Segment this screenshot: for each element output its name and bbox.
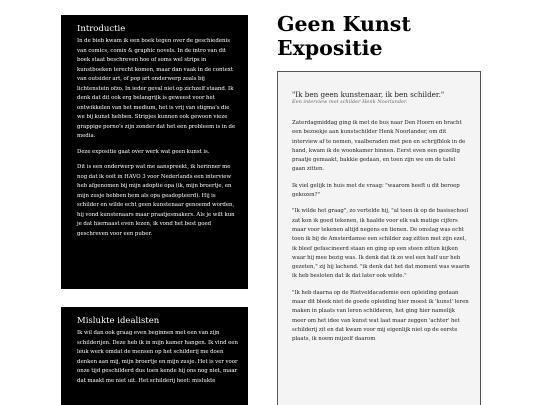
intro-heading: Introductie [77, 24, 126, 34]
failed-idealists-paragraph: Ik wil dan ook graag even beginnen met een van zijn schilderijen. Deze heb ik in mijn kamer hangen. Ik vind een leuk werk omdat de mensen op het schilderij me doen denken aan mij, mijn broertje en mijn zusje. Het is ver voor onze tijd geschilderd dus toen kende hij ons nog niet, maar dat maakt me niet uit. Het schilderij heet: mislukte [77, 330, 238, 384]
article-title: "Ik ben geen kunstenaar, ik ben schilder." [292, 90, 445, 99]
interview-article [277, 71, 481, 405]
article-subtitle: Een interview met schilder Henk Noorlander. [292, 99, 408, 105]
failed-idealists-card [61, 307, 248, 405]
article-paragraph: "Ik wilde het graag", zo vertelde hij, "al toen ik op de basisschool zat kon ik goed tekenen, ik haalde voor elk vak matige cijfers maar voor tekenen altijd negens en tienen. De omslag was echt toen ik bij de Amsterdamse een schilder zag zitten met zijn ezel, ik bleef gefascineerd staan en ging op een steen zitten kijken waar hij mee bezig was. Ik denk dat ik zo wel een half uur heb gezeten," zij hij lachend. "ik denk dat het dat moment was waarin ik heb besloten dat ik dat later ook wilde." [292, 208, 470, 280]
article-paragraph: Zaterdagmiddag ging ik met de bus naar Den Hoorn en bracht een bezoekje aan kunstschilder Henk Noorlander, om dit interview af te nemen, vaalberaden met pen en schrijfblok in de hand, kwam ik de woonkamer binnen. Eerst even een gezellig praatje gemaakt, bakkie gedaan, en toen zijn we om de tafel gaan zitten. [292, 120, 466, 173]
failed-idealists-heading: Mislukte idealisten [77, 316, 160, 326]
intro-paragraph: Dit is een onderwerp wat me aanspreekt, ik herinner me nog dat ik ooit in HAVO 3 voor Nederlands een interview heb afgenomen bij mijn adoptie opa (ik, mijn broertje, en mijn zusje hebben hem als opa geadopteerd). Hij is schilder en wilde echt geen kunstenaar genoemd worden, hij vond kunstenaars maar praatjesmakers. Als je wilt kun je dat hiernaast even lezen, ik vond het best goed geschreven voor een puber. [77, 164, 235, 237]
page-title: Geen Kunst Expositie [277, 12, 411, 60]
article-paragraph: "Ik heb daarna op de Rietveldacademie een opleiding gedaan maar dit bleek niet de goede opleiding hier moest ik 'kunst' leren maken in plaats van leren schilderen, het ging hier namelijk meer om het idee van kunst wat laat maar zeggen 'achter' het schilderij zit en dat kwam voor mij eigenlijk niet op de eerste plaats, ik noem mijzelf daarom [292, 289, 469, 343]
intro-card [61, 15, 248, 289]
intro-paragraph: Deze expositie gaat over werk wat geen kunst is. [77, 148, 210, 155]
article-paragraph: Ik viel gelijk in huis met de vraag: "waarom heeft u dit beroep gekozen?" [292, 182, 460, 199]
intro-paragraph: In de bieb kwam ik een boek tegen over de geschiedenis van comics, comix & graphic novels. In de intro van dit boek staat beschreven hoe of soms wel strips in kunstboeken terecht komen, maar dan vaak in de context van outsider art, of pop art onderwerp zoals bij lichtenstein ofzo. In ieder geval niet op zichzelf staand. Ik denk dat dit ook erg belangrijk is geweest voor het ontwikkelen van het medium, het is vrij van stigma's die we bij kunst hebben. Stripjes kunnen ook gewoon vieze grappige porno's zijn zonder dat het een probleem is in de media. [77, 38, 236, 139]
